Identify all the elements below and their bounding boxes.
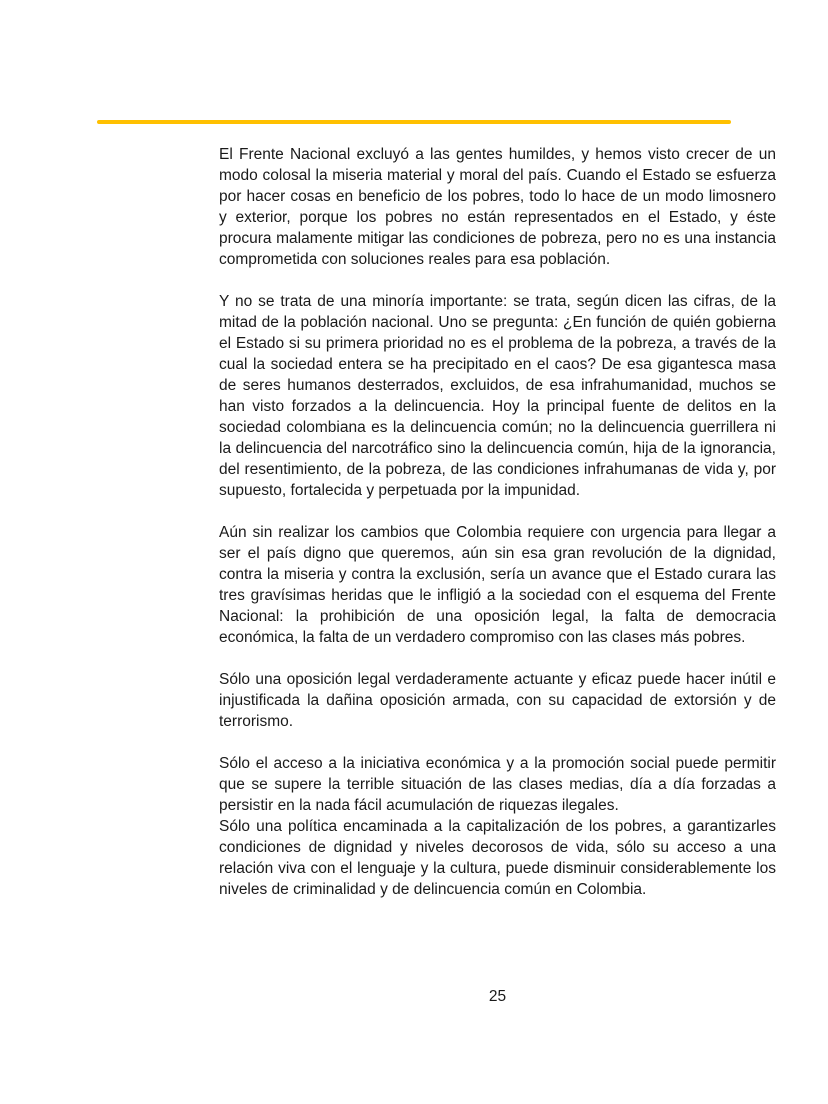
paragraph-politica-capitalizacion: Sólo una política encaminada a la capitalización de los pobres, a garantizarles condiciones de dignidad y niveles decorosos de vida, sólo su acceso a una relación viva con el lenguaje y la cultura, puede disminuir considerablemente los niveles de criminalidad y de delincuencia común en Colombia.: [219, 818, 776, 898]
paragraph-iniciativa-economica: Sólo el acceso a la iniciativa económica y a la promoción social puede permitir que se supere la terrible situación de las clases medias, día a día forzadas a persistir en la nada fácil acumulación de riquezas ilegales.: [219, 755, 776, 814]
paragraph-cambios-colombia: Aún sin realizar los cambios que Colombia requiere con urgencia para llegar a ser el país digno que queremos, aún sin esa gran revolución de la dignidad, contra la miseria y contra la exclusión, sería un avance que el Estado curara las tres gravísimas heridas que le infligió a la sociedad con el esquema del Frente Nacional: la prohibición de una oposición legal, la falta de democracia económica, la falta de un verdadero compromiso con las clases más pobres.: [219, 524, 776, 646]
page-number: 25: [488, 988, 507, 1005]
paragraph-oposicion-legal: Sólo una oposición legal verdaderamente actuante y eficaz puede hacer inútil e injustificada la dañina oposición armada, con su capacidad de extorsión y de terrorismo.: [219, 671, 776, 730]
paragraph-frente-nacional: El Frente Nacional excluyó a las gentes humildes, y hemos visto crecer de un modo colosal la miseria material y moral del país. Cuando el Estado se esfuerza por hacer cosas en beneficio de los pobres, todo lo hace de un modo limosnero y exterior, porque los pobres no están representados en el Estado, y éste procura malamente mitigar las condiciones de pobreza, pero no es una instancia comprometida con soluciones reales para esa población.: [219, 146, 776, 268]
paragraph-minoria: Y no se trata de una minoría importante: se trata, según dicen las cifras, de la mitad de la población nacional. Uno se pregunta: ¿En función de quién gobierna el Estado si su primera prioridad no es el problema de la pobreza, a través de la cual la sociedad entera se ha precipitado en el caos? De esa gigantesca masa de seres humanos desterrados, excluidos, de esa infrahumanidad, muchos se han visto forzados a la delincuencia. Hoy la principal fuente de delitos en la sociedad colombiana es la delincuencia común; no la delincuencia guerrillera ni la delincuencia del narcotráfico sino la delincuencia común, hija de la ignorancia, del resentimiento, de la pobreza, de las condiciones infrahumanas de vida y, por supuesto, fortalecida y perpetuada por la impunidad.: [219, 293, 776, 499]
text-block: [219, 144, 776, 921]
header-rule: [97, 120, 731, 124]
